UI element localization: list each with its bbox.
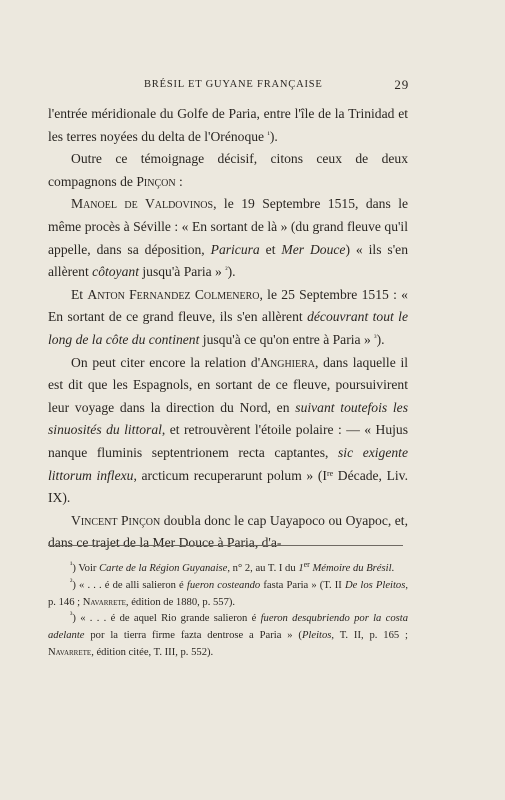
paragraph-4: Et Anton Fernandez Colmenero, le 25 Septembre 1515 : « En sortant de ce grand fleuve, ils s'en allèrent découvrant tout le long de la côte du continent jusqu'à ce qu'on entre à Paria » $^{^3}$). bbox=[48, 286, 408, 347]
footnote-ref-2: ² bbox=[225, 265, 228, 275]
author-name: Navarrete bbox=[48, 646, 92, 658]
paragraph-2: Outre ce témoignage décisif, citons ceux de deux compagnons de Pinçon : bbox=[48, 151, 408, 189]
footnote-divider bbox=[48, 545, 403, 546]
paragraph-1: l'entrée méridionale du Golfe de Paria, entre l'île de la Trinidad et les terres noyées du delta de l'Orénoque $^{^1}$). bbox=[48, 106, 408, 144]
footnote-ref-1: ¹ bbox=[267, 129, 270, 139]
running-title: BRÉSIL ET GUYANE FRANÇAISE bbox=[144, 79, 323, 90]
author-name: Navarrete bbox=[82, 596, 126, 608]
page-number: 29 bbox=[394, 77, 409, 92]
page-header bbox=[48, 77, 409, 95]
footnote-ref-3: ³ bbox=[374, 332, 377, 342]
paragraph-5: On peut citer encore la relation d'Anghiera, dans laquelle il est dit que les Espagnols, en sortant de ce fleuve, poursuivirent leur voyage dans la direction du Nord, en suivant toutefois les sinuosités du littoral, et retrouvèrent l'étoile polaire : — « Hujus nanque fluminis septentrionem recta captantes, sic exigente littorum inflexu, arcticum recuperarunt polum » (Ire Décade, Liv. IX). bbox=[48, 354, 409, 506]
paragraph-3: Manoel de Valdovinos, le 19 Septembre 1515, dans le même procès à Séville : « En sortant de là » (du grand fleuve qu'il appelle, dans sa déposition, Paricura et Mer Douce) « ils s'en allèrent côtoyant jusqu'à Paria » $^{^2}$). bbox=[48, 196, 409, 280]
footnote-3: $^{^3}$) « . . . é de aquel Rio grande salieron é fueron desqubriendo por la costa adelante por la tierra firme fazta dentrose a Paria » (Pleitos, T. II, p. 165 ; Navarrete, édition citée, T. III, p. 552). bbox=[48, 610, 408, 658]
paragraph-6: Vincent Pinçon doubla donc le cap Uayapoco ou Oyapoc, et, dans ce trajet de la Mer Douce à Paria, d'a- bbox=[48, 512, 408, 551]
body-text bbox=[48, 103, 408, 555]
footnote-1: $^{^1}$) Voir Carte de la Région Guyanaise, n° 2, au T. I du 1er Mémoire du Brésil. bbox=[70, 560, 395, 574]
person-name: Pinçon bbox=[136, 173, 176, 189]
person-name: Manoel de Valdovinos bbox=[71, 196, 214, 212]
footnote-2: $^{^2}$) « . . . é de alli salieron é fueron costeando fasta Paria » (T. II De los Pleitos, p. 146 ; Navarrete, édition de 1880, p. 557). bbox=[48, 576, 408, 608]
footnotes bbox=[48, 561, 408, 662]
person-name: Anghiera bbox=[260, 354, 315, 370]
person-name: Vincent Pinçon bbox=[71, 512, 161, 528]
person-name: Anton Fernandez Colmenero bbox=[87, 286, 260, 302]
